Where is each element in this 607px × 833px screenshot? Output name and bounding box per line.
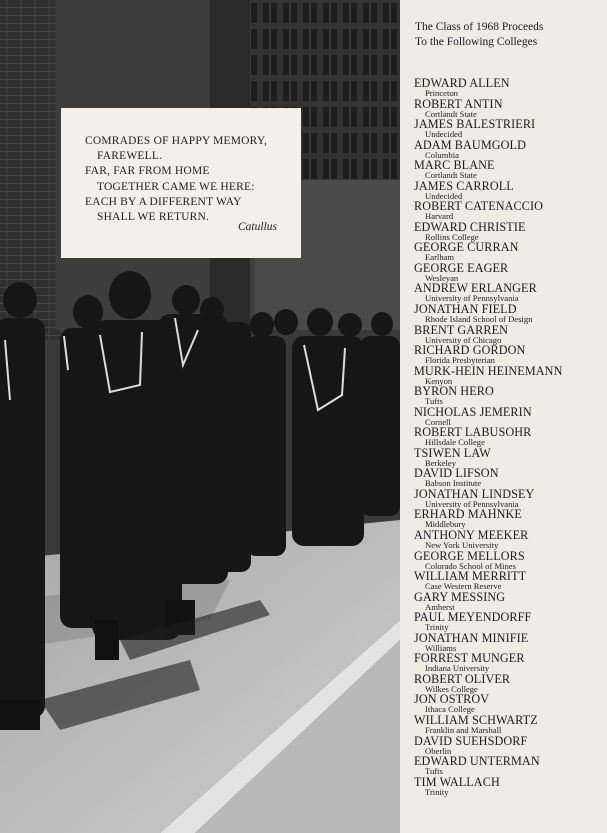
poem-line: COMRADES OF HAPPY MEMORY, bbox=[85, 135, 268, 147]
graduate-entry bbox=[414, 426, 604, 447]
graduate-name: DAVID LIFSON bbox=[414, 466, 499, 481]
poem-line: EACH BY A DIFFERENT WAY bbox=[85, 195, 242, 208]
graduate-college: Trinity bbox=[425, 622, 449, 633]
graduate-college: Cortlandt State bbox=[425, 108, 477, 119]
graduate-college: Cortlandt State bbox=[425, 170, 477, 181]
graduate-name: ROBERT CATENACCIO bbox=[414, 199, 544, 214]
graduate-college: Indiana University bbox=[425, 663, 490, 674]
graduate-name: JAMES CARROLL bbox=[414, 178, 514, 193]
graduate-entry bbox=[414, 755, 604, 776]
graduate-entry bbox=[414, 118, 604, 139]
graduate-college: Colorado School of Mines bbox=[425, 560, 516, 571]
graduate-name: GEORGE MELLORS bbox=[414, 548, 525, 563]
graduate-entry bbox=[414, 98, 604, 119]
graduate-name: ROBERT ANTIN bbox=[414, 96, 503, 111]
graduate-name: TSIWEN LAW bbox=[414, 445, 491, 460]
graduate-entry bbox=[414, 303, 604, 324]
graduate-name: FORREST MUNGER bbox=[414, 651, 525, 666]
graduate-college: Babson Institute bbox=[425, 478, 482, 489]
graduate-name: NICHOLAS JEMERIN bbox=[414, 404, 532, 419]
poem-card bbox=[61, 108, 301, 258]
graduate-entry bbox=[414, 673, 604, 694]
graduate-entry bbox=[414, 508, 604, 529]
graduate-college: University of Pennsylvania bbox=[425, 498, 519, 509]
graduate-entry bbox=[414, 570, 604, 591]
graduate-entry bbox=[414, 550, 604, 571]
graduate-entry bbox=[414, 652, 604, 673]
graduate-college: University of Chicago bbox=[425, 334, 502, 345]
graduate-entry bbox=[414, 221, 604, 242]
graduate-college: Cornell bbox=[425, 416, 451, 427]
graduate-college: Earlham bbox=[425, 252, 455, 263]
graduate-name: MARC BLANE bbox=[414, 158, 495, 173]
graduate-college: Princeton bbox=[425, 88, 458, 98]
graduate-college: Florida Presbyterian bbox=[425, 355, 495, 366]
graduate-college: Hillsdale College bbox=[425, 437, 485, 448]
graduate-name: BRENT GARREN bbox=[414, 322, 509, 337]
graduate-college: Rhode Island School of Design bbox=[425, 314, 533, 325]
graduate-entry bbox=[414, 529, 604, 550]
graduate-entry bbox=[414, 488, 604, 509]
graduate-college: Franklin and Marshall bbox=[425, 724, 502, 735]
graduate-college: Kenyon bbox=[425, 375, 453, 386]
graduate-college: Tufts bbox=[425, 396, 443, 407]
graduate-college: Case Western Reserve bbox=[425, 581, 502, 592]
heading-line-1: The Class of 1968 Proceeds bbox=[415, 21, 544, 33]
graduate-college: Undecided bbox=[425, 190, 463, 201]
graduate-entry bbox=[414, 632, 604, 653]
graduate-college: New York University bbox=[425, 540, 499, 551]
graduate-entry bbox=[414, 611, 604, 632]
graduate-college: Berkeley bbox=[425, 457, 457, 468]
poem-line: SHALL WE RETURN. bbox=[97, 211, 210, 224]
graduate-name: JAMES BALESTRIERI bbox=[414, 117, 536, 132]
graduate-entry bbox=[414, 241, 604, 262]
graduate-name: ERHARD MAHNKE bbox=[414, 507, 522, 522]
graduate-entry bbox=[414, 591, 604, 612]
page-heading bbox=[415, 20, 543, 50]
graduate-college: Columbia bbox=[425, 149, 459, 160]
poem-author: Catullus bbox=[238, 221, 277, 233]
graduate-name: JONATHAN MINIFIE bbox=[414, 630, 529, 645]
poem-line: FAR, FAR FROM HOME bbox=[85, 165, 210, 178]
graduate-name: WILLIAM SCHWARTZ bbox=[414, 712, 538, 727]
graduate-name: JONATHAN FIELD bbox=[414, 302, 517, 317]
graduate-college: Trinity bbox=[425, 786, 449, 797]
graduate-name: EDWARD UNTERMAN bbox=[414, 754, 540, 769]
graduate-name: TIM WALLACH bbox=[414, 774, 500, 789]
graduate-entry bbox=[414, 200, 604, 221]
graduate-name: ADAM BAUMGOLD bbox=[414, 137, 527, 152]
graduate-entry bbox=[414, 714, 604, 735]
graduate-college: Wesleyan bbox=[425, 272, 459, 283]
graduate-name: GEORGE CURRAN bbox=[414, 240, 519, 255]
graduate-college: Amherst bbox=[425, 601, 455, 612]
graduate-college: Ithaca College bbox=[425, 704, 475, 715]
graduate-name: ANTHONY MEEKER bbox=[414, 528, 529, 543]
graduate-entry bbox=[414, 735, 604, 756]
graduate-entry bbox=[414, 344, 604, 365]
graduate-entry bbox=[414, 159, 604, 180]
graduate-college: Undecided bbox=[425, 129, 463, 140]
graduate-college: Harvard bbox=[425, 211, 454, 222]
graduate-entry bbox=[414, 467, 604, 488]
graduate-entry bbox=[414, 282, 604, 303]
graduate-entry bbox=[414, 776, 604, 797]
graduate-list bbox=[414, 77, 604, 796]
graduate-college: Tufts bbox=[425, 766, 443, 777]
graduate-name: GEORGE EAGER bbox=[414, 260, 509, 275]
graduate-name: WILLIAM MERRITT bbox=[414, 569, 527, 584]
graduate-name: RICHARD GORDON bbox=[414, 343, 526, 358]
graduate-entry bbox=[414, 385, 604, 406]
graduate-name: JON OSTROV bbox=[414, 692, 490, 707]
graduate-name: MURK-HEIN HEINEMANN bbox=[414, 363, 563, 378]
graduate-college: Middlebury bbox=[425, 519, 466, 530]
graduate-college: University of Pennsylvania bbox=[425, 293, 519, 304]
graduate-college: Oberlin bbox=[425, 745, 452, 756]
graduate-entry bbox=[414, 693, 604, 714]
poem-line: TOGETHER CAME WE HERE: bbox=[97, 180, 255, 193]
graduate-name: PAUL MEYENDORFF bbox=[414, 610, 532, 625]
graduate-name: GARY MESSING bbox=[414, 589, 506, 604]
graduate-name: JONATHAN LINDSEY bbox=[414, 486, 535, 501]
poem-line: FAREWELL. bbox=[97, 150, 163, 163]
college-list-column bbox=[400, 0, 607, 833]
graduate-entry bbox=[414, 262, 604, 283]
graduate-name: EDWARD CHRISTIE bbox=[414, 219, 526, 234]
graduate-college: Rollins College bbox=[425, 231, 479, 242]
graduate-college: Williams bbox=[425, 642, 457, 653]
graduate-name: ROBERT OLIVER bbox=[414, 671, 511, 686]
graduate-entry bbox=[414, 139, 604, 160]
graduate-college: Wilkes College bbox=[425, 683, 478, 694]
graduate-entry bbox=[414, 406, 604, 427]
graduate-name: ANDREW ERLANGER bbox=[414, 281, 537, 296]
graduate-name: DAVID SUEHSDORF bbox=[414, 733, 528, 748]
graduate-entry bbox=[414, 365, 604, 386]
graduate-entry bbox=[414, 447, 604, 468]
graduate-name: BYRON HERO bbox=[414, 384, 494, 399]
heading-line-2: To the Following Colleges bbox=[415, 36, 538, 48]
graduate-entry bbox=[414, 77, 604, 98]
graduate-name: ROBERT LABUSOHR bbox=[414, 425, 532, 440]
graduate-name: EDWARD ALLEN bbox=[414, 76, 510, 90]
graduate-entry bbox=[414, 324, 604, 345]
graduate-entry bbox=[414, 180, 604, 201]
